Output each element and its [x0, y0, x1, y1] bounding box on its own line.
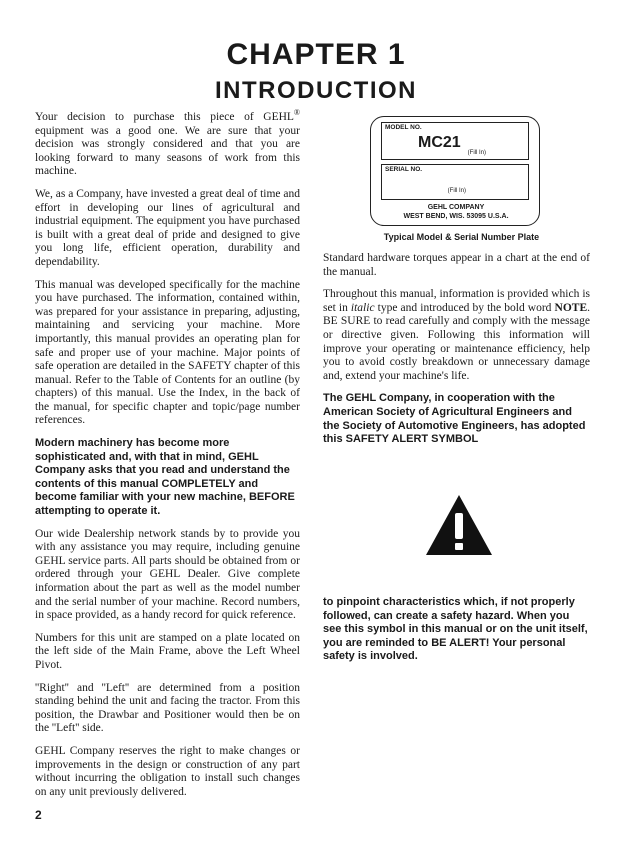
safety-alert-triangle-icon: [424, 493, 494, 562]
plate-location-paragraph: Numbers for this unit are stamped on a plate located on the left side of the Main Frame, above the Left Wheel Pivot.: [35, 631, 300, 671]
left-column: [35, 108, 300, 808]
left-right-paragraph: ''Right'' and ''Left'' are determined from a position standing behind the unit and facing the tractor. From this position, the Drawbar and Positioner would then be on the ''Left'' side.: [35, 681, 300, 735]
model-label: MODEL NO.: [385, 124, 422, 131]
intro-paragraph: Your decision to purchase this piece of GEHL® equipment was a good one. We are sure that your decision was strongly considered and that you are looking forward to many seasons of work from this machine.: [35, 108, 300, 178]
dealer-paragraph: Our wide Dealership network stands by to provide you with any assistance you may require, including genuine GEHL service parts. All parts should be obtained from or ordered through your GEHL Dealer. Give complete information about the part as well as the model number and the serial number of your machine. Record numbers, in space provided, as a handy record for quick reference.: [35, 527, 300, 622]
serial-number-box: [381, 164, 529, 200]
plate-company-info: [371, 203, 541, 221]
torque-paragraph: Standard hardware torques appear in a chart at the end of the manual.: [323, 252, 590, 278]
read-manual-warning: Modern machinery has become more sophisticated and, with that in mind, GEHL Company asks that you read and understand the contents of this manual COMPLETELY and become familiar with your new machine, BEFORE attempting to operate it.: [35, 437, 295, 518]
chapter-title: INTRODUCTION: [215, 77, 417, 104]
safety-symbol-intro: The GEHL Company, in cooperation with the American Society of Agricultural Engineers and the Society of Automotive Engineers, has adopted this SAFETY ALERT SYMBOL: [323, 392, 586, 446]
model-value: MC21: [418, 134, 461, 151]
safety-symbol-continuation: [323, 596, 590, 673]
plate-company-name: GEHL COMPANY: [427, 204, 485, 211]
serial-label: SERIAL NO.: [385, 166, 423, 173]
model-fill-note: (Fill In): [467, 150, 486, 156]
model-number-box: [381, 122, 529, 160]
chapter-heading: CHAPTER 1: [226, 38, 406, 71]
plate-caption: Typical Model & Serial Number Plate: [383, 232, 540, 242]
page-number: 2: [35, 808, 42, 822]
changes-paragraph: GEHL Company reserves the right to make changes or improvements in the design or construction of any part without incurring the obligation to install such changes on any unit previously delivered.: [35, 744, 300, 798]
note-paragraph: Throughout this manual, information is provided which is set in italic type and introduced by the bold word NOTE. BE SURE to read carefully and comply with the message or directive given. Following this information will improve your operating or maintenance efficiency, help you to avoid costly breakdown or unnecessary damage and, extend your machine's life.: [323, 288, 590, 382]
serial-fill-note: (Fill In): [447, 188, 466, 194]
company-paragraph: We, as a Company, have invested a great deal of time and effort in developing our lines of agricultural and industrial equipment. The equipment you have purchased is built with a great deal of pride and designed to give you long life, efficient operation, durability and dependability.: [35, 187, 300, 268]
plate-company-address: WEST BEND, WIS. 53095 U.S.A.: [403, 213, 509, 220]
serial-number-plate: [370, 116, 540, 226]
manual-purpose-paragraph: This manual was developed specifically for the machine you have purchased. The information, contained within, was prepared for your assistance in preparing, adjusting, maintaining and servicing your machine. More importantly, this manual provides an operating plan for safe and proper use of your machine. Major points of safe operation are detailed in the SAFETY chapter of this manual. Refer to the Table of Contents for an outline (by chapters) of this manual. Use the Index, in the back of the manual, for specific chapter and topic/page number references.: [35, 278, 300, 427]
right-column: [323, 116, 590, 456]
safety-symbol-explanation: to pinpoint characteristics which, if not properly followed, can create a safety hazard. When you see this symbol in this manual or on the unit itself, you are reminded to BE ALERT! Your personal safety is involved.: [323, 596, 588, 663]
registered-mark: ®: [293, 108, 300, 118]
